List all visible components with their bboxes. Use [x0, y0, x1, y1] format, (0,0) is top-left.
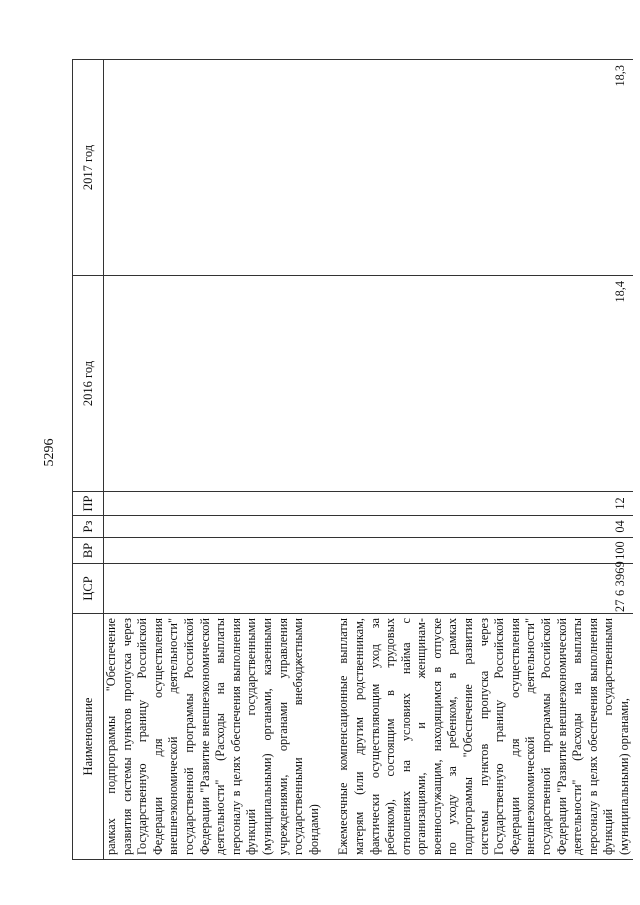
header-2016: 2016 год [73, 276, 104, 492]
budget-table [72, 59, 633, 860]
header-rz: Рз [73, 516, 104, 538]
row-pr [104, 492, 331, 516]
header-vr: ВР [73, 538, 104, 564]
row-csr [104, 564, 331, 614]
row-2017 [104, 60, 331, 276]
page-number: 5296 [42, 438, 57, 467]
table-header-row [73, 60, 104, 860]
row-csr: 27 6 3969 [330, 564, 632, 614]
header-pr: ПР [73, 492, 104, 516]
row-name: Ежемесячные компенсационные выплаты матерям (или другим родственникам, фактически осуществляющим уход за ребенком), состоящим в трудовых отношениях на условиях найма с организациями, и женщинам-военнослужащим, находящимся в отпуске по уходу за ребенком, в рамках подпрограммы "Обеспечение развития системы пунктов пропуска через Государственную границу Российской Федерации для осуществления внешнеэкономической деятельности" государственной программы Российской Федерации "Развитие внешнеэкономической деятельности" (Расходы на выплаты персоналу в целях обеспечения выполнения функций государственными (муниципальными) органами, [330, 614, 632, 860]
table-row [330, 60, 632, 860]
table-row [104, 60, 331, 860]
row-rz: 04 [330, 516, 632, 538]
header-2017: 2017 год [73, 60, 104, 276]
header-csr: ЦСР [73, 564, 104, 614]
row-2016: 18,4 [330, 276, 632, 492]
header-name: Наименование [73, 614, 104, 860]
row-rz [104, 516, 331, 538]
row-2016 [104, 276, 331, 492]
row-vr [104, 538, 331, 564]
row-name: рамках подпрограммы "Обеспечение развития системы пунктов пропуска через Государственную границу Российской Федерации для осуществления внешнеэкономической деятельности" государственной программы Российской Федерации "Развитие внешнеэкономической деятельности" (Расходы на выплаты персоналу в целях обеспечения выполнения функций государственными (муниципальными) органами, казенными учреждениями, органами управления государственными внебюджетными фондами) [104, 614, 331, 860]
row-2017: 18,3 [330, 60, 632, 276]
row-vr: 100 [330, 538, 632, 564]
row-pr: 12 [330, 492, 632, 516]
